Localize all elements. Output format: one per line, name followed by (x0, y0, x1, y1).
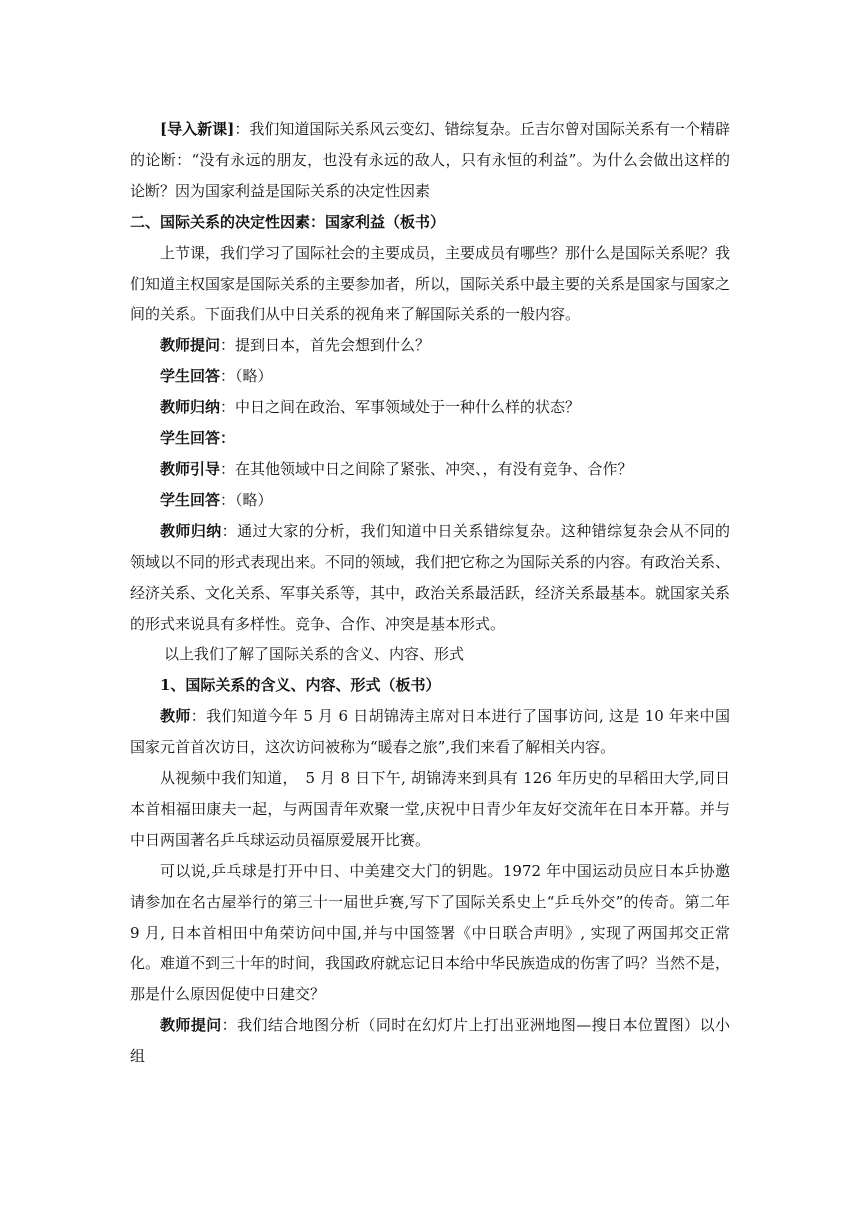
speaker-label: 学生回答 (160, 429, 221, 448)
paragraph: 从视频中我们知道， 5 月 8 日下午, 胡锦涛来到具有 126 年历史的早稻田大学,同日本首相福田康夫一起，与两国青年欢聚一堂,庆祝中日青少年友好交流年在日本开幕。并与中日两国著名乒乓球运动员福原爱展开比赛。 (130, 769, 730, 849)
document-body (130, 114, 730, 1072)
section-heading: 二、国际关系的决定性因素：国家利益（板书） (130, 212, 446, 231)
speaker-label: 教师提问 (160, 1016, 222, 1035)
paragraph (130, 454, 730, 485)
speaker-label: 学生回答 (160, 490, 221, 509)
speaker-label: 教师引导 (160, 459, 221, 478)
subsection-heading: 1、国际关系的含义、内容、形式（板书） (160, 676, 441, 695)
paragraph (130, 485, 730, 516)
paragraph (130, 701, 730, 763)
paragraph-text: ：在其他领域中日之间除了紧张、冲突、，有没有竞争、合作？ (220, 459, 633, 478)
speaker-label: 教师归纳 (160, 521, 222, 540)
paragraph-text: ：中日之间在政治、军事领域处于一种什么样的状态？ (220, 398, 581, 417)
label-intro: [导入新课] (160, 120, 235, 138)
text-intro: ：我们知道国际关系风云变幻、错综复杂。丘吉尔曾对国际关系有一个精辟的论断：“没有永远的朋友，也没有永远的敌人，只有永恒的利益”。为什么会做出这样的论断？因为国家利益是国际关系的决定性因素 (130, 120, 730, 200)
paragraph-text: ：我们知道今年 5 月 6 日胡锦涛主席对日本进行了国事访问, 这是 10 年来中国国家元首首次访日，这次访问被称为“暖春之旅”,我们来看了解相关内容。 (130, 707, 730, 757)
paragraph: 以上我们了解了国际关系的含义、内容、形式 (164, 645, 465, 664)
paragraph-text: ：提到日本，首先会想到什么？ (220, 336, 431, 355)
paragraph (130, 392, 730, 423)
paragraph (130, 516, 730, 640)
paragraph: 可以说,乒乓球是打开中日、中美建交大门的钥匙。1972 年中国运动员应日本乒协邀请参加在名古屋举行的第三十一届世乒赛,写下了国际关系史上“乒乓外交”的传奇。第二年 9 月, 日本首相田中角荣访问中国,并与中国签署《中日联合声明》, 实现了两国邦交正常化。难道不到三十年的时间，我国政府就忘记日本给中华民族造成的伤害了吗？当然不是，那是什么原因促使中日建交？ (130, 861, 731, 1004)
paragraph (130, 1010, 730, 1072)
paragraph (130, 361, 730, 392)
paragraph (130, 330, 730, 361)
paragraph (130, 423, 730, 454)
speaker-label: 教师 (160, 707, 191, 726)
paragraph-text: ：（略） (220, 490, 273, 509)
paragraph: 上节课，我们学习了国际社会的主要成员，主要成员有哪些？那什么是国际关系呢？我们知道主权国家是国际关系的主要参加者，所以，国际关系中最主要的关系是国家与国家之间的关系。下面我们从中日关系的视角来了解国际关系的一般内容。 (130, 243, 731, 324)
paragraph-text: ： (220, 429, 236, 448)
paragraph-text: ：（略） (220, 367, 273, 386)
paragraph-text: ：我们结合地图分析（同时在幻灯片上打出亚洲地图—搜日本位置图）以小组 (130, 1016, 730, 1066)
paragraph-intro (130, 114, 730, 207)
paragraph-text: ：通过大家的分析，我们知道中日关系错综复杂。这种错综复杂会从不同的领域以不同的形式表现出来。不同的领域，我们把它称之为国际关系的内容。有政治关系、经济关系、文化关系、军事关系等，其中，政治关系最活跃，经济关系最基本。就国家关系的形式来说具有多样性。竞争、合作、冲突是基本形式。 (130, 521, 731, 633)
speaker-label: 学生回答 (160, 367, 221, 386)
speaker-label: 教师归纳 (160, 398, 221, 417)
speaker-label: 教师提问 (160, 336, 221, 355)
